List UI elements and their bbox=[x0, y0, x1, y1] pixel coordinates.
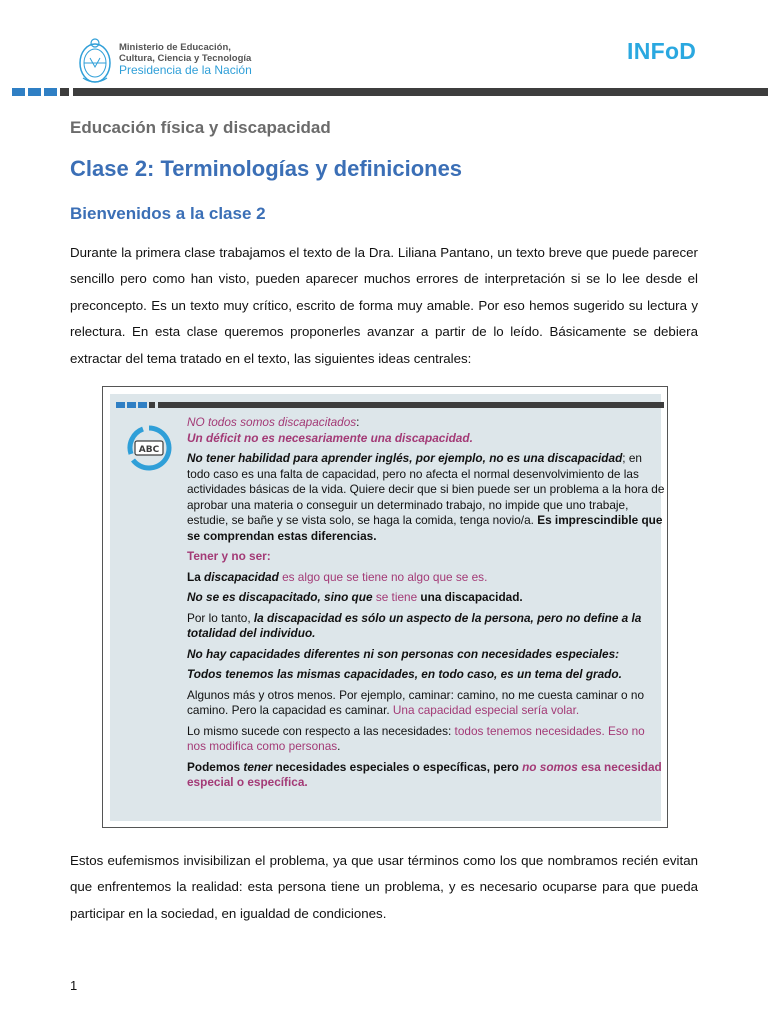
intro-paragraph: Durante la primera clase trabajamos el texto de la Dra. Liliana Pantano, un texto breve que puede parecer sencillo pero como han visto, pueden aparecer muchos errores de interpretación si se lo lee desde el preconcepto. Es un texto muy crítico, escrito de forma muy amable. Por eso hemos sugerido su lectura y relectura. En esta clase queremos proponerles avanzar a partir de lo leído. Básicamente se debiera extractar del tema tratado en el texto, las siguientes ideas centrales: bbox=[70, 245, 698, 366]
page-title: Clase 2: Terminologías y definiciones bbox=[70, 156, 463, 181]
box-heading-3: Tener y no ser: bbox=[187, 549, 271, 563]
box-heading-1: NO todos somos discapacitados bbox=[187, 415, 357, 429]
box-point-9-a: Podemos bbox=[187, 759, 244, 774]
abc-icon bbox=[125, 424, 173, 472]
box-point-7-b: Una capacidad especial sería volar. bbox=[392, 703, 580, 717]
box-point-1-bold: No tener habilidad para aprender inglés, por ejemplo, no es una discapacidad bbox=[187, 451, 623, 465]
page-number: 1 bbox=[70, 978, 78, 993]
box-point-2-b: discapacidad bbox=[204, 569, 279, 584]
box-point-9-b: tener bbox=[243, 759, 273, 774]
box-point-4-a: Por lo tanto, bbox=[187, 610, 254, 625]
box-content bbox=[187, 415, 667, 796]
box-point-2-c: es algo que se tiene no algo que se es. bbox=[278, 569, 488, 584]
box-point-8-a: Lo mismo sucede con respecto a las necesidades: bbox=[187, 723, 455, 738]
box-point-4-b: la discapacidad es sólo un aspecto de la persona, pero no define a la totalidad del individuo. bbox=[187, 610, 642, 640]
ministry-line-2: Cultura, Ciencia y Tecnología bbox=[119, 53, 252, 64]
box-point-9-d: no somos bbox=[522, 759, 578, 774]
infod-logo: INFoD bbox=[627, 38, 697, 64]
box-divider bbox=[116, 402, 664, 408]
ministry-line-1: Ministerio de Educación, bbox=[119, 42, 231, 53]
section-heading: Bienvenidos a la clase 2 bbox=[70, 204, 266, 223]
box-point-7-a: Algunos más y otros menos. Por ejemplo, caminar: camino, no me cuesta caminar o no camino. Pero la capacidad es caminar. bbox=[187, 687, 645, 717]
abc-icon-label: ABC bbox=[138, 445, 160, 455]
course-name: Educación física y discapacidad bbox=[70, 118, 331, 137]
header-divider bbox=[12, 88, 768, 96]
box-point-6: Todos tenemos las mismas capacidades, en todo caso, es un tema del grado. bbox=[187, 667, 622, 681]
box-point-5: No hay capacidades diferentes ni son personas con necesidades especiales: bbox=[187, 646, 620, 661]
box-point-8-c: . bbox=[337, 739, 341, 753]
box-heading-1-colon: : bbox=[356, 415, 360, 429]
box-point-9-e: esa necesidad especial o específica. bbox=[187, 759, 662, 789]
box-point-8-b: todos tenemos necesidades. Eso no nos modifica como personas bbox=[187, 723, 645, 753]
coat-of-arms-icon bbox=[77, 36, 113, 86]
box-point-1-text: ; en todo caso es una falta de capacidad, pero no afecta el normal desenvolvimiento de las actividades básicas de la vida. Quiere decir que si bien puede ser un problema a la hora de aprobar una materia o conseguir un determinado trabajo, no impide que uno trabaje, estudie, se bañe y se vista solo, se haga la comida, tenga novio/a. bbox=[187, 451, 665, 527]
box-point-9-c: necesidades especiales o específicas, pero bbox=[272, 759, 523, 774]
box-point-3-a: No se es discapacitado, sino que bbox=[187, 590, 376, 604]
ministry-line-3: Presidencia de la Nación bbox=[119, 63, 252, 77]
box-point-3-c: una discapacidad. bbox=[417, 590, 523, 604]
box-heading-2: Un déficit no es necesariamente una discapacidad. bbox=[187, 430, 473, 445]
closing-paragraph: Estos eufemismos invisibilizan el problema, ya que usar términos como los que nombramos recién evitan que enfrentemos la realidad: esta persona tiene un problema, y es necesario ocuparse para que pueda participar en la sociedad, en igualdad de condiciones. bbox=[70, 853, 698, 921]
box-point-2-a: La bbox=[187, 569, 205, 584]
key-ideas-box bbox=[102, 386, 668, 828]
box-point-3-b: se tiene bbox=[375, 590, 418, 604]
box-point-1-end: Es imprescindible que se comprendan estas diferencias. bbox=[187, 513, 663, 543]
ministry-logo-text bbox=[119, 42, 252, 76]
